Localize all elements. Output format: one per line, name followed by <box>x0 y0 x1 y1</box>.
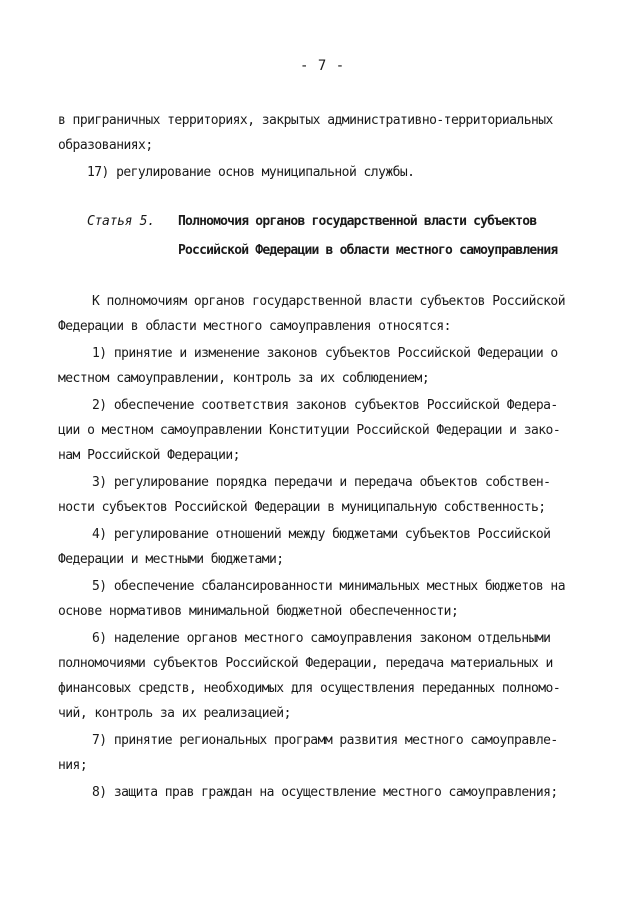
article-label: Статья 5. <box>87 214 155 229</box>
item-2-line-3: нам Российской Федерации; <box>58 448 240 463</box>
item-6-line-2: полномочиями субъектов Российской Федерации, передача материальных и <box>58 656 553 671</box>
item-6-line-4: чий, контроль за их реализацией; <box>58 706 291 721</box>
intro-line-1: К полномочиям органов государственной власти субъектов Российской <box>92 294 565 309</box>
item-3-line-1: 3) регулирование порядка передачи и передача объектов собствен- <box>92 475 551 490</box>
item-5-line-1: 5) обеспечение сбалансированности минимальных местных бюджетов на <box>92 579 565 594</box>
item-1-line-1: 1) принятие и изменение законов субъектов Российской Федерации о <box>92 346 558 361</box>
text-line: в приграничных территориях, закрытых административно-территориальных <box>58 113 553 128</box>
item-3-line-2: ности субъектов Российской Федерации в муниципальную собственность; <box>58 500 546 515</box>
article-title-line-2: Российской Федерации в области местного самоуправления <box>178 243 558 258</box>
item-1-line-2: местном самоуправлении, контроль за их соблюдением; <box>58 371 430 386</box>
item-2-line-1: 2) обеспечение соответствия законов субъектов Российской Федера- <box>92 398 558 413</box>
item-6-line-3: финансовых средств, необходимых для осуществления переданных полномо- <box>58 681 561 696</box>
item-8-line-1: 8) защита прав граждан на осуществление местного самоуправления; <box>92 785 558 800</box>
intro-line-2: Федерации в области местного самоуправления относятся: <box>58 319 451 334</box>
item-5-line-2: основе нормативов минимальной бюджетной обеспеченности; <box>58 604 459 619</box>
article-title-line-1: Полномочия органов государственной власти субъектов <box>178 214 537 229</box>
item-2-line-2: ции о местном самоуправлении Конституции Российской Федерации и зако- <box>58 423 561 438</box>
list-item-17: 17) регулирование основ муниципальной службы. <box>87 165 415 180</box>
page-number: - 7 - <box>300 58 345 74</box>
item-4-line-1: 4) регулирование отношений между бюджетами субъектов Российской <box>92 527 551 542</box>
item-6-line-1: 6) наделение органов местного самоуправления законом отдельными <box>92 631 551 646</box>
text-line: образованиях; <box>58 138 153 153</box>
item-7-line-2: ния; <box>58 758 88 773</box>
item-7-line-1: 7) принятие региональных программ развития местного самоуправле- <box>92 733 558 748</box>
item-4-line-2: Федерации и местными бюджетами; <box>58 552 284 567</box>
